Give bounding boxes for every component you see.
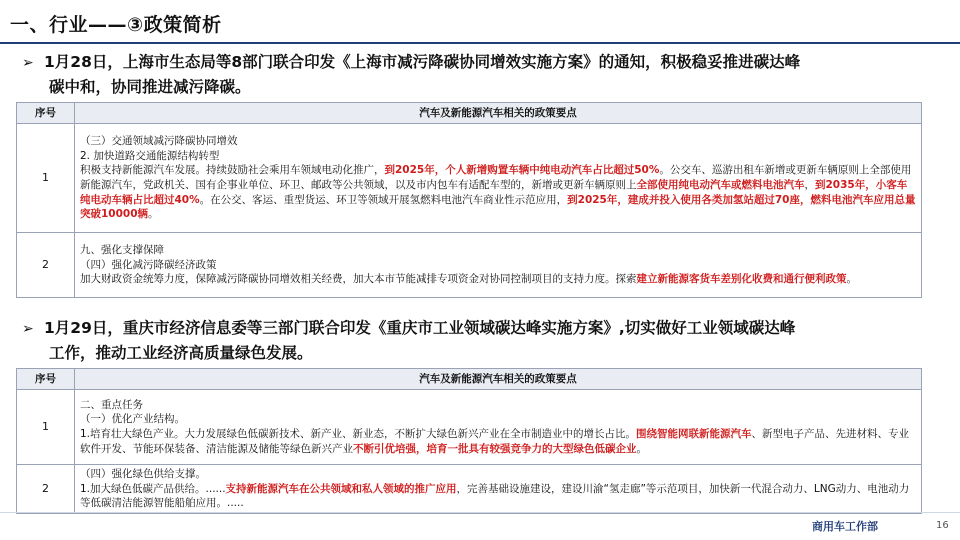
table-row [17, 124, 922, 233]
highlight-text: 建立新能源客货车差别化收费和通行便利政策 [636, 273, 847, 286]
text-span: 积极支持新能源汽车发展。持续鼓励社会乘用车领域电动化推广， [80, 164, 385, 177]
text-span: 、新型电子产品、先进材料、专业软件开发、节能环保装备、清洁能源及储能等绿色新兴产业 [80, 428, 910, 455]
col-header-content: 汽车及新能源汽车相关的政策要点 [75, 103, 922, 124]
table-header-row [17, 369, 922, 390]
highlight-text: 到2025年，个人新增购置车辆中纯电动汽车占比超过50% [384, 164, 660, 177]
title-divider [0, 42, 960, 44]
table-row [17, 233, 922, 298]
section1-heading-line2: 碳中和，协同推进减污降碳。 [49, 78, 251, 96]
highlight-text: 不断引优培强，培育一批具有较强竞争力的大型绿色低碳企业 [353, 442, 637, 455]
row-content [75, 233, 922, 298]
section2-heading [22, 316, 942, 365]
text-span: 。在公交、客运、重型货运、环卫等领域开展氢燃料电池汽车商业性示范应用， [199, 193, 568, 206]
table-row [17, 465, 922, 514]
row-index: 1 [17, 124, 75, 233]
row-index: 1 [17, 390, 75, 465]
arrow-bullet-icon: ➢ [22, 55, 34, 71]
row-paragraph [80, 427, 916, 456]
text-span: 。 [846, 273, 857, 286]
text-span: 1.加大绿色低碳产品供给。...... [80, 482, 226, 495]
arrow-bullet-icon: ➢ [22, 321, 34, 337]
text-span: 1.培育壮大绿色产业。大力发展绿色低碳新技术、新产业、新业态，不断扩大绿色新兴产业在全市制造业中的增长占比。 [80, 428, 637, 440]
table-row [17, 390, 922, 465]
section2-heading-line1: 1月29日，重庆市经济信息委等三部门联合印发《重庆市工业领域碳达峰实施方案》,切实做好工业领域碳达峰 [44, 319, 796, 337]
text-span: 。 [148, 208, 159, 221]
section1-heading-line1: 1月28日，上海市生态局等8部门联合印发《上海市减污降碳协同增效实施方案》的通知，积极稳妥推进碳达峰 [44, 53, 801, 71]
section2-heading-line2: 工作，推动工业经济高质量绿色发展。 [49, 344, 313, 362]
section1-heading [22, 50, 942, 99]
footer-brand: 商用车工作部 [812, 520, 878, 533]
text-span: 加大财政资金统筹力度，保障减污降碳协同增效相关经费，加大本市节能减排专项资金对协同控制项目的支持力度。探索 [80, 273, 637, 286]
row-paragraph [80, 272, 916, 287]
highlight-text: 全部使用纯电动汽车或燃料电池汽车 [636, 179, 805, 191]
footer-divider [0, 512, 960, 513]
text-span: ，完善基础设施建设，建设川渝“氢走廊”等示范项目，加快新一代混合动力、LNG动力、电池动力等低碳清洁能源智能船舶应用。..... [80, 482, 910, 510]
row-content [75, 390, 922, 465]
section1-policy-table [16, 102, 922, 298]
row-subheading: （四）强化绿色供给支撑。 [80, 468, 206, 481]
text-span: 。 [636, 442, 647, 455]
highlight-text: 支持新能源汽车在公共领域和私人领域的推广应用 [225, 482, 457, 495]
row-subheading: （一）优化产业结构。 [80, 413, 185, 426]
row-subheading: 2. 加快道路交通能源结构转型 [80, 149, 220, 162]
col-header-index: 序号 [17, 103, 75, 124]
row-subheading: 九、强化支撑保障 [80, 244, 164, 257]
col-header-content: 汽车及新能源汽车相关的政策要点 [75, 369, 922, 390]
col-header-index: 序号 [17, 369, 75, 390]
row-index: 2 [17, 465, 75, 514]
row-subheading: （四）强化减污降碳经济政策 [80, 258, 217, 271]
highlight-text: 到2035年，小客车纯电动车辆占比超过40% [80, 179, 908, 206]
highlight-text: 围绕智能网联新能源汽车 [636, 428, 752, 440]
highlight-text: 到2025年，建成并投入使用各类加氢站超过70座，燃料电池汽车应用总量突破10000辆 [80, 193, 916, 221]
row-paragraph [80, 163, 916, 221]
page-title: 一、行业——③政策简析 [10, 14, 222, 36]
table-header-row [17, 103, 922, 124]
text-span: 。公交车、巡游出租车新增或更新车辆原则上全部使用新能源汽车，党政机关、国有企事业单位、环卫、邮政等公共领域，以及市内包车有适配车型的，新增或更新车辆原则上 [80, 164, 912, 191]
text-span: ， [804, 179, 815, 191]
row-content [75, 465, 922, 514]
row-content [75, 124, 922, 233]
row-index: 2 [17, 233, 75, 298]
row-subheading: 二、重点任务 [80, 398, 143, 411]
row-paragraph [80, 482, 916, 511]
row-subheading: （三）交通领域减污降碳协同增效 [80, 135, 238, 148]
section2-policy-table [16, 368, 922, 514]
page-number: 16 [936, 520, 949, 531]
